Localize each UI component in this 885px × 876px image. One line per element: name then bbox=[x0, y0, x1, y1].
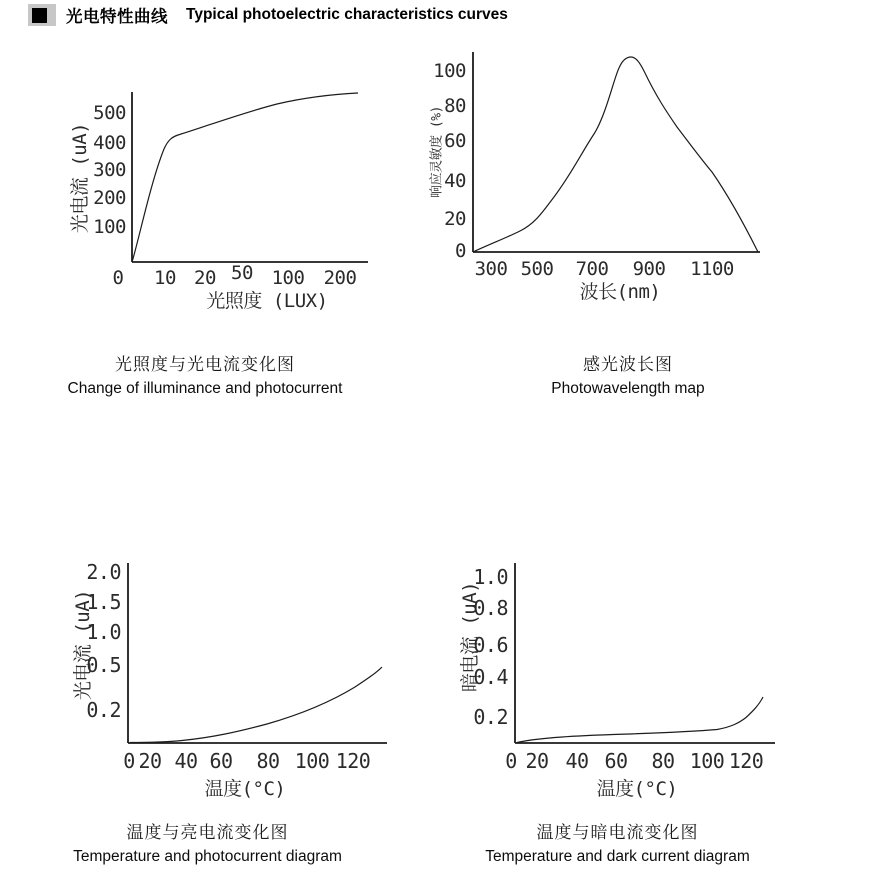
y-tick-label: 40 bbox=[444, 170, 466, 192]
y-tick-label: 0.2 bbox=[473, 705, 508, 729]
chart-spectral-response bbox=[420, 40, 800, 310]
x-tick-label: 1100 bbox=[690, 258, 734, 280]
x-tick-label: 10 bbox=[154, 267, 176, 289]
caption-en: Change of illuminance and photocurrent bbox=[67, 380, 343, 397]
y-tick-label: 500 bbox=[93, 102, 126, 124]
y-tick-label: 0.6 bbox=[473, 633, 508, 657]
chart-illuminance-photocurrent bbox=[55, 85, 385, 320]
chart-canvas bbox=[430, 555, 800, 805]
x-axis-title: 温度(°C) bbox=[596, 778, 678, 800]
y-tick-label: 0.5 bbox=[86, 653, 121, 677]
chart-canvas bbox=[55, 85, 385, 320]
y-axis-title: 暗电流 (uA) bbox=[459, 581, 481, 693]
y-tick-label: 0 bbox=[455, 240, 466, 262]
x-tick-label: 60 bbox=[209, 749, 233, 773]
section-title-zh: 光电特性曲线 bbox=[66, 8, 168, 26]
caption-en: Temperature and dark current diagram bbox=[485, 848, 750, 865]
spectral-response-curve bbox=[473, 57, 758, 252]
x-tick-label: 100 bbox=[689, 749, 725, 773]
black-square-icon bbox=[32, 8, 47, 23]
y-tick-label: 20 bbox=[444, 208, 466, 230]
caption-temperature-photocurrent bbox=[55, 818, 360, 866]
y-axis-title: 光电流 (uA) bbox=[72, 589, 94, 701]
caption-en: Photowavelength map bbox=[551, 380, 705, 397]
caption-zh: 温度与暗电流变化图 bbox=[536, 823, 699, 843]
x-tick-label: 20 bbox=[138, 749, 162, 773]
x-tick-label: 700 bbox=[575, 258, 609, 280]
x-tick-label: 40 bbox=[174, 749, 198, 773]
x-tick-label: 300 bbox=[474, 258, 508, 280]
x-tick-label: 60 bbox=[604, 749, 628, 773]
y-tick-label: 0.4 bbox=[473, 665, 508, 689]
caption-en: Temperature and photocurrent diagram bbox=[73, 848, 342, 865]
x-tick-label: 0 bbox=[112, 267, 124, 289]
x-tick-label: 80 bbox=[651, 749, 675, 773]
photocurrent-temp-curve bbox=[130, 667, 382, 743]
origin-label: 0 bbox=[123, 749, 135, 773]
x-tick-label: 200 bbox=[323, 267, 357, 289]
dark-current-curve bbox=[517, 697, 763, 743]
y-tick-label: 300 bbox=[93, 159, 126, 181]
caption-zh: 温度与亮电流变化图 bbox=[126, 823, 289, 843]
axes-lines bbox=[132, 92, 368, 262]
caption-zh: 感光波长图 bbox=[583, 355, 673, 375]
origin-label: 0 bbox=[505, 749, 517, 773]
y-tick-label: 60 bbox=[444, 130, 466, 152]
x-tick-label: 50 bbox=[231, 262, 253, 284]
chart-canvas bbox=[55, 555, 405, 805]
section-header bbox=[28, 3, 508, 27]
caption-spectral-response bbox=[478, 350, 778, 398]
y-tick-label: 100 bbox=[93, 216, 126, 238]
chart-temperature-photocurrent bbox=[55, 555, 405, 805]
y-tick-label: 1.0 bbox=[473, 565, 508, 589]
chart-temperature-darkcurrent bbox=[430, 555, 800, 805]
x-tick-label: 20 bbox=[525, 749, 549, 773]
axes-lines bbox=[473, 52, 760, 252]
x-axis-title: 波长(nm) bbox=[579, 281, 661, 303]
y-tick-label: 400 bbox=[93, 132, 126, 154]
y-tick-label: 0.8 bbox=[473, 596, 508, 620]
x-tick-label: 20 bbox=[194, 267, 216, 289]
y-tick-label: 1.0 bbox=[86, 620, 121, 644]
axes-lines bbox=[128, 563, 387, 743]
chart-canvas bbox=[420, 40, 800, 310]
y-axis-title: 响应灵敏度 (%) bbox=[429, 106, 445, 198]
caption-illuminance-photocurrent bbox=[55, 350, 355, 398]
axes-lines bbox=[515, 563, 775, 743]
photocurrent-curve bbox=[132, 93, 358, 262]
caption-temperature-darkcurrent bbox=[465, 818, 770, 866]
x-tick-label: 120 bbox=[335, 749, 371, 773]
x-tick-label: 100 bbox=[294, 749, 330, 773]
x-tick-label: 80 bbox=[256, 749, 280, 773]
section-title-en: Typical photoelectric characteristics curves bbox=[186, 6, 508, 23]
y-tick-label: 80 bbox=[444, 95, 466, 117]
x-tick-label: 500 bbox=[520, 258, 554, 280]
x-axis-title: 温度(°C) bbox=[204, 778, 286, 800]
y-axis-title: 光电流 (uA) bbox=[69, 122, 91, 234]
y-tick-label: 100 bbox=[433, 60, 466, 82]
y-tick-label: 2.0 bbox=[86, 560, 121, 584]
y-tick-label: 1.5 bbox=[86, 590, 121, 614]
section-bullet-icon bbox=[28, 4, 56, 26]
x-tick-label: 120 bbox=[728, 749, 764, 773]
y-tick-label: 0.2 bbox=[86, 698, 121, 722]
x-tick-label: 100 bbox=[271, 267, 305, 289]
x-axis-title: 光照度 (LUX) bbox=[206, 290, 328, 312]
x-tick-label: 40 bbox=[565, 749, 589, 773]
caption-zh: 光照度与光电流变化图 bbox=[115, 355, 295, 375]
x-tick-label: 900 bbox=[632, 258, 666, 280]
y-tick-label: 200 bbox=[93, 187, 126, 209]
